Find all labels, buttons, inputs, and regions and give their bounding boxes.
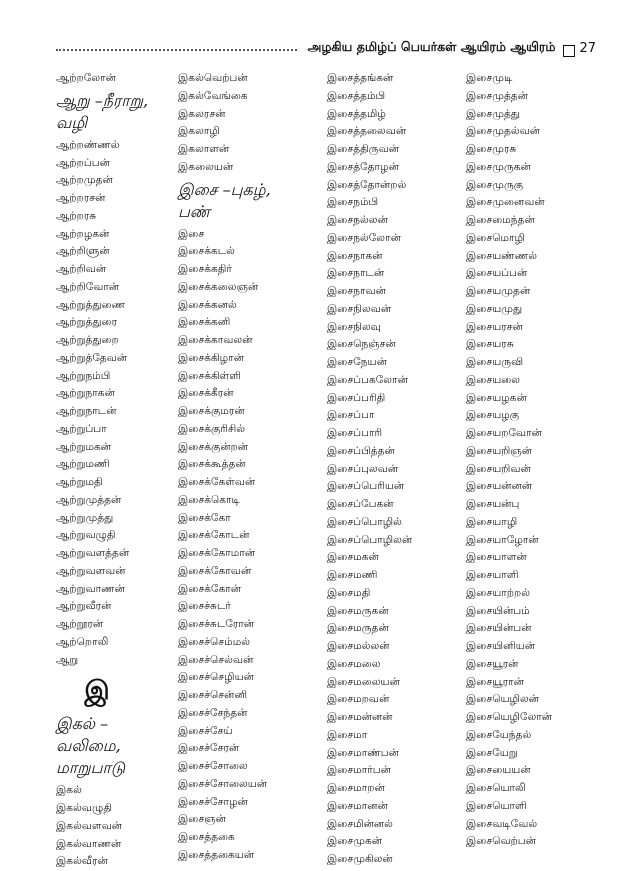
word-entry: இசைச்சேரன் (178, 742, 240, 755)
word-entry: இகலாளன் (178, 143, 230, 155)
word-entry: இசைக்கோடன் (178, 529, 250, 542)
word-entry: இசைத்தமிழ் (327, 107, 386, 120)
word-entry: இசைச்சுடரோன் (178, 618, 255, 630)
word-entry: இசையண்ணல் (466, 249, 538, 262)
word-entry: இசையொளி (466, 799, 527, 812)
column-4 (466, 70, 606, 851)
word-entry: ஆறு (56, 653, 79, 666)
word-entry: இசைமொழி (466, 231, 525, 244)
word-entry: இசையப்பன் (466, 267, 528, 280)
word-entry: இகல்வழுதி (56, 802, 113, 814)
word-entry: இசைமுகன் (327, 835, 383, 848)
word-entry: இசையொலி (466, 782, 526, 794)
section-heading-aaru (56, 90, 161, 134)
word-entry: இசையமுது (466, 302, 523, 315)
word-entry: இசைக்குன்றன் (178, 440, 249, 453)
word-entry: இசையெழிலன் (466, 693, 540, 706)
word-entry: இசையையன் (466, 764, 531, 777)
heading-line: வலிமை, (56, 736, 121, 756)
word-entry: இசைமுடி (466, 72, 513, 84)
word-entry: இசைக்கோவன் (178, 564, 252, 577)
word-entry: இசையூரான் (466, 675, 524, 688)
word-entry: இசைக்குரிசில் (178, 422, 246, 435)
word-entry: இகலாழி (178, 125, 220, 138)
heading-line: இகல் – (56, 714, 109, 734)
word-entry: இசைத்தகையன் (178, 848, 255, 861)
word-entry: இசைத்தோழன் (327, 160, 399, 173)
word-entry: இசையாளன் (466, 551, 527, 564)
word-entry: இசைநிலவு (327, 320, 381, 333)
word-entry: இசைக்கலைஞன் (178, 280, 259, 293)
word-entry: இசையருவி (466, 356, 524, 368)
word-entry: ஆற்றுமகன் (56, 440, 112, 453)
word-entry: இசைப்பரிதி (327, 391, 386, 404)
word-entry: ஆற்றுநம்பி (56, 369, 111, 382)
word-entry: இகல்வீரன் (56, 855, 108, 868)
heading-line: மாறுபாடு (56, 758, 126, 778)
word-entry: இசைமுரசு (466, 143, 517, 155)
word-entry: இசைத்தகை (178, 831, 235, 843)
word-entry: ஆற்றரசன் (56, 192, 106, 204)
word-entry: இசைத்தங்கன் (327, 72, 394, 84)
word-entry: ஆற்றரசு (56, 209, 97, 222)
word-entry: இசைமானன் (327, 799, 388, 812)
word-entry: இசையழகு (466, 409, 520, 422)
word-entry: இசைநிலவன் (327, 302, 392, 315)
word-entry: இசைமல்லன் (327, 640, 390, 652)
word-entry: ஆற்றுப்பா (56, 422, 107, 435)
word-entry: ஆற்றுத்துணை (56, 298, 126, 311)
word-entry: இசைப்பகலோன் (327, 373, 408, 386)
word-entry: இசைவடிவேல் (466, 817, 538, 830)
word-entry: இசைமதி (327, 586, 371, 599)
word-entry: இசைமுதல்வன் (466, 125, 541, 138)
word-entry: இசைநம்பி (327, 196, 379, 209)
word-entry: இசைமகன் (327, 551, 379, 564)
word-entry: இசைநல்லன் (327, 214, 388, 226)
word-entry: இகல்வெற்பன் (178, 72, 248, 84)
word-entry: இசைச்செல்வன் (178, 653, 254, 666)
word-entry: ஆற்றொலி (56, 635, 109, 648)
word-entry: இசைக்கிள்ளி (178, 369, 241, 382)
word-entry: இசைச்சேந்தன் (178, 706, 248, 719)
section-heading-ikal (56, 713, 161, 779)
heading-line: பண் (178, 201, 211, 221)
word-entry: இசைப்புலவன் (327, 462, 399, 475)
word-entry: இசைக்கனி (178, 316, 231, 329)
word-entry: இசையேறு (466, 746, 518, 759)
word-entry: இசைக்கடல் (178, 245, 235, 258)
word-entry: இசைக்குமரன் (178, 405, 245, 417)
word-entry: இசைப்பொழில் (327, 515, 402, 528)
word-entry: ஆற்றுவீரன் (56, 600, 112, 613)
word-entry: இசைச்சென்னி (178, 689, 248, 701)
word-entry: இசைக்கொடி (178, 493, 240, 506)
word-entry: இசைக்கோமான் (178, 547, 256, 559)
word-entry: இசைச்சோழன் (178, 795, 248, 808)
word-entry: இசைமுனைவன் (466, 196, 545, 209)
word-entry: இசையின்பன் (466, 622, 532, 635)
word-entry: ஆற்றலோன் (56, 72, 116, 84)
word-entry: இசையெழிலோன் (466, 711, 553, 723)
word-entry: இசையரசு (466, 338, 514, 351)
word-entry: இசையாளி (466, 569, 519, 581)
word-entry: ஆற்றூரன் (56, 618, 104, 630)
word-entry: இசைத்தோன்றல் (327, 178, 407, 191)
column-1 (56, 70, 161, 871)
word-entry: இசையூரன் (466, 657, 519, 670)
dotted-leader (56, 49, 297, 51)
word-entry: இசையாழோன் (466, 533, 539, 546)
word-entry: ஆற்றமுதன் (56, 174, 113, 187)
word-entry: இசைமருதன் (327, 622, 389, 635)
square-box-icon (563, 45, 575, 57)
word-entry: இசைச்செழியன் (178, 671, 254, 684)
word-entry: இசைக்கூத்தன் (178, 458, 246, 471)
word-entry: ஆற்றுத்தேவன் (56, 351, 128, 364)
word-entry: இசைப்பாரி (327, 427, 383, 439)
word-entry: இசைமைந்தன் (466, 214, 535, 226)
word-entry: இகல்வளவன் (56, 819, 122, 832)
word-entry: இசையாற்றல் (466, 586, 531, 599)
section-heading-isai (178, 179, 318, 223)
word-entry: ஆற்றுவாணன் (56, 582, 125, 595)
word-entry: இகல்வாணன் (56, 837, 122, 850)
word-entry: இசைமுருகு (466, 178, 524, 191)
word-entry: ஆற்றுவழுதி (56, 529, 116, 542)
word-entry: இசைநல்லோன் (327, 231, 401, 244)
column-2 (178, 70, 318, 865)
word-entry: இசைச்சோலையன் (178, 777, 268, 790)
word-entry: இசைமாறன் (327, 782, 385, 794)
word-list-isai-cont (466, 70, 606, 851)
word-entry: இசைமின்னல் (327, 817, 393, 830)
word-entry: இசைமுத்து (466, 107, 521, 120)
word-entry: இசைத்திருவன் (327, 143, 400, 155)
word-list-ikal (56, 782, 161, 871)
word-entry: இசைத்தலைவன் (327, 125, 407, 138)
word-entry: இசைக்கோன் (178, 582, 242, 595)
word-entry: இசைமா (327, 728, 368, 741)
word-entry: இசையலை (466, 373, 521, 386)
word-entry: இசைச்சோலை (178, 760, 248, 772)
page-header (56, 36, 596, 56)
heading-line: வழி (56, 112, 88, 132)
word-entry: இகலையன் (178, 160, 234, 173)
word-entry: இசைப்பித்தன் (327, 444, 395, 457)
word-entry: இசைக்கோ (178, 511, 231, 524)
word-entry: இசைமார்பன் (327, 764, 391, 777)
word-entry: இசையினியன் (466, 640, 536, 652)
word-entry: இசைமுகிலன் (327, 853, 393, 865)
word-entry: இசையன்பு (466, 498, 520, 510)
word-entry: இகல்வேங்கை (178, 89, 248, 102)
word-entry: இசைநேயன் (327, 356, 387, 368)
word-entry: இசையறிஞன் (466, 444, 533, 457)
word-entry: இசைநாடன் (327, 267, 385, 280)
word-entry: ஆற்றுமுத்தன் (56, 493, 122, 506)
word-entry: இசைமன்னன் (327, 711, 393, 723)
word-entry: ஆற்றழகன் (56, 227, 110, 240)
word-entry: இசைச்சுடர் (178, 600, 231, 613)
heading-line: ஆறு –நீராறு, (56, 90, 149, 110)
word-entry: இசைஞன் (178, 813, 226, 826)
page-number: 27 (579, 41, 596, 56)
running-title: அழகிய தமிழ்ப் பெயர்கள் ஆயிரம் ஆயிரம் (307, 39, 556, 54)
word-entry: இசைக்கனல் (178, 298, 237, 311)
word-entry: ஆற்றுநாகன் (56, 387, 115, 400)
word-entry: இசைவெற்பன் (466, 835, 536, 848)
word-entry: ஆற்றப்பன் (56, 156, 110, 169)
word-entry: இசை (178, 227, 205, 240)
column-3 (327, 70, 467, 869)
word-entry: ஆற்றுமதி (56, 476, 103, 488)
word-entry: இசைக்கீரன் (178, 387, 234, 400)
word-entry: இசையன்னன் (466, 480, 533, 493)
word-entry: இசைப்பேகன் (327, 498, 394, 510)
word-entry: இசையறிவன் (466, 462, 531, 475)
word-entry: இசையழகன் (466, 391, 527, 404)
word-entry: இகலரசன் (178, 107, 226, 120)
word-entry: இசைநெஞ்சன் (327, 338, 396, 351)
word-list-ikal-cont (178, 70, 318, 177)
word-entry: இசைப்பெரியன் (327, 480, 405, 493)
word-entry: இசையாழி (466, 515, 518, 528)
word-entry: இசைச்சேய் (178, 724, 233, 737)
word-list-isai (178, 226, 318, 865)
word-entry: இசைப்பா (327, 409, 375, 422)
word-list-aaru (56, 137, 161, 670)
word-entry: இசைமருகன் (327, 604, 389, 617)
heading-line: இசை –புகழ், (178, 179, 271, 199)
word-entry: ஆற்றிவன் (56, 263, 107, 275)
word-entry: இசைக்கிழான் (178, 351, 244, 364)
word-entry: இசைக்கதிர் (178, 263, 232, 275)
word-entry: ஆற்றிளுன் (56, 245, 110, 258)
word-entry: ஆற்றுமுத்து (56, 511, 114, 524)
word-entry: இசைமுருகன் (466, 160, 531, 173)
word-entry: ஆற்றுமணி (56, 458, 110, 471)
word-entry: இசைமறவன் (327, 693, 390, 706)
word-entry: இசையரசன் (466, 320, 523, 333)
word-entry: இசையேந்தல் (466, 728, 532, 741)
word-entry: இசைச்செம்மல் (178, 635, 251, 648)
word-entry: ஆற்றுத்துறை (56, 334, 119, 346)
word-entry: ஆற்றுத்துரை (56, 316, 118, 329)
word-entry: இகல் (56, 784, 82, 797)
word-entry: ஆற்றிவோன் (56, 280, 120, 293)
word-entry: இசைநாவன் (327, 285, 386, 297)
word-entry: இசையின்பம் (466, 604, 530, 617)
word-entry: இசைமுத்தன் (466, 89, 529, 102)
word-entry: இசைநாகன் (327, 249, 383, 262)
word-entry: ஆற்றுநாடன் (56, 405, 117, 417)
word-entry: இசைப்பொழிலன் (327, 533, 413, 546)
word-entry: இசைமணி (327, 569, 378, 581)
word-list-isai-cont (327, 70, 467, 869)
word-entry: ஆற்றுவளவன் (56, 564, 126, 577)
word-entry: ஆற்றுவளத்தன் (56, 547, 130, 559)
word-entry: இசைக்கேள்வன் (178, 476, 256, 488)
word-entry: இசைமாண்பன் (327, 746, 399, 759)
word-entry: இசைத்தம்பி (327, 89, 386, 102)
word-entry: இசையறவோன் (466, 427, 542, 439)
word-entry: இசைக்காவலன் (178, 334, 253, 346)
word-entry: இசைமலையன் (327, 675, 400, 688)
word-entry: இசைமலை (327, 657, 381, 670)
word-entry: ஆற்றண்ணல் (56, 138, 120, 151)
section-letter: இ (84, 676, 110, 707)
word-entry: இசையமுதன் (466, 285, 531, 297)
